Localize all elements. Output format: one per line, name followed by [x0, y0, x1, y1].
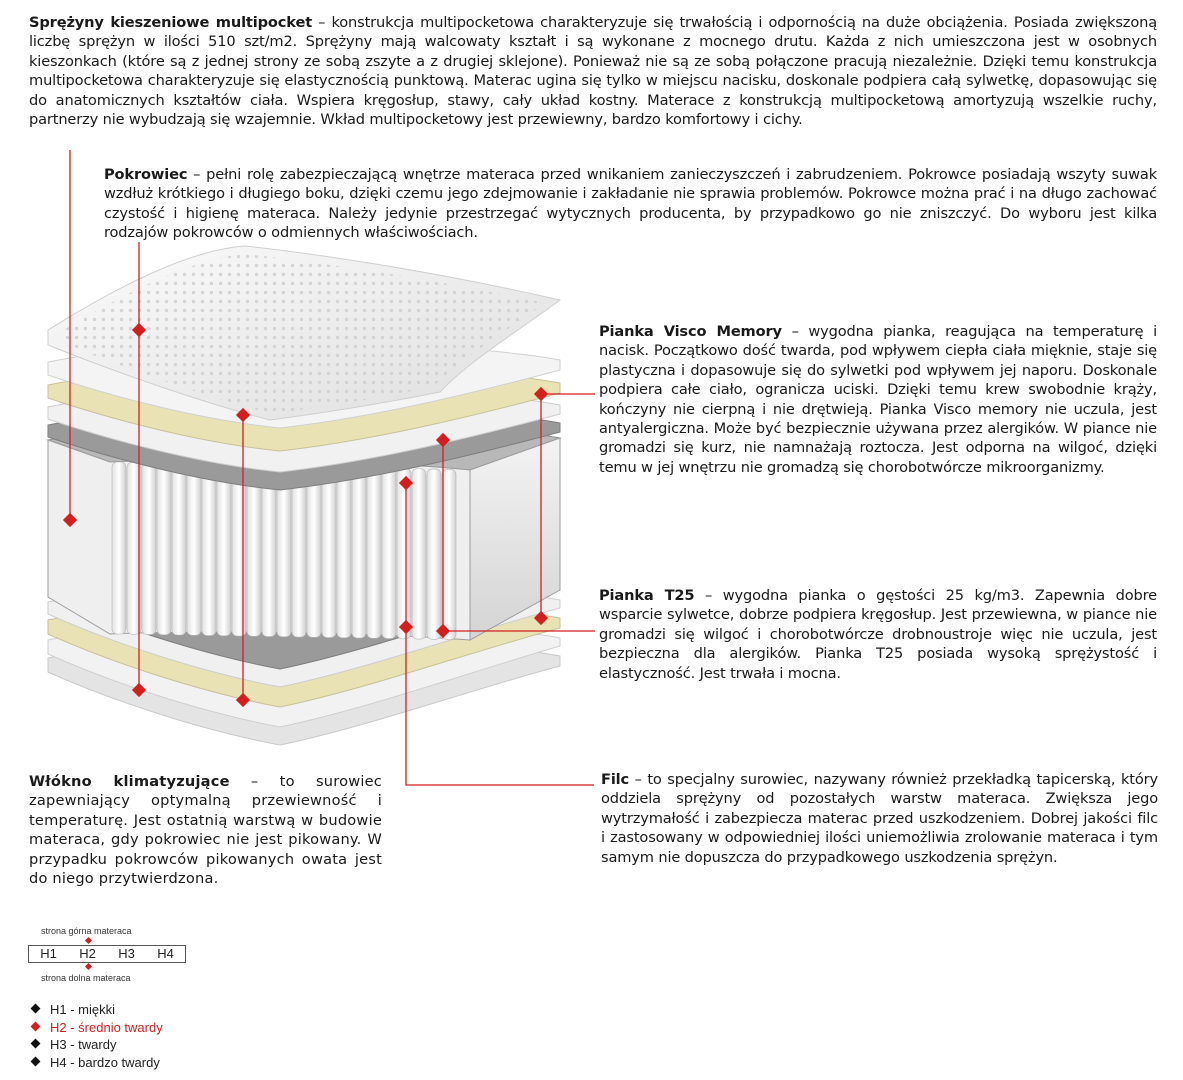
- legend-label: H2 - średnio twardy: [50, 1019, 163, 1035]
- pocket-spring: [442, 469, 456, 639]
- pocket-spring: [307, 466, 321, 637]
- fibre-text: – to surowiec zapewniający optymalną przewiewność i temperaturę. Jest ostatnią warstwą w budowie materaca, gdy pokrowiec nie jest pikowany. W przypadku pokrowców pikowanych owata jest do niego przytwierdzona.: [29, 773, 383, 888]
- pocket-spring: [382, 468, 396, 638]
- t25-title: Pianka T25: [599, 587, 695, 604]
- hardness-bottom-marker: [85, 963, 92, 970]
- hardness-cell-h3: H3: [118, 946, 135, 961]
- pocket-spring: [217, 464, 231, 635]
- hardness-bottom-caption: strona dolna materaca: [41, 973, 131, 983]
- pocket-spring: [202, 464, 216, 635]
- diamond-bullet-icon: [31, 1056, 41, 1066]
- felt-description: [601, 770, 1158, 867]
- springs-text: – konstrukcja multipocketowa charakteryzuje się trwałością i odpornością na duże obciążenia. Posiada zwiększoną liczbę sprężyn w ilości 510 szt/m2. Sprężyny mają walcowaty kształt i są wykonane z mocnego drutu. Każda z nich umieszczona jest w osobnych kieszonkach (które są z jednej strony ze sobą zszyte a z drugiej sklejone). Ponieważ nie są ze sobą połączone pracują niezależnie. Dzięki temu konstrukcja multipocketowa charakteryzuje się elastycznością punktową. Materac ugina się tylko w miejscu nacisku, doskonale podpiera całą sylwetkę, dopasowując się do anatomicznych kształtów ciała. Wspiera kręgosłup, stawy, cały układ kostny. Materace z konstrukcją multipocketową amortyzują wszelkie ruchy, partnerzy nie wybudzają się wzajemnie. Wkład multipocketowy jest przewiewny, bardzo komfortowy i cichy.: [29, 14, 1157, 129]
- pocket-spring: [427, 469, 441, 639]
- diamond-bullet-icon: [31, 1039, 41, 1049]
- pocket-spring: [157, 463, 171, 635]
- t25-description: [599, 586, 1157, 683]
- hardness-top-marker: [85, 937, 92, 944]
- pocket-spring: [337, 467, 351, 638]
- cover-description: [104, 165, 1157, 243]
- legend-item-h4: [31, 1054, 163, 1072]
- pocket-spring: [277, 466, 291, 637]
- hardness-row: [28, 945, 186, 963]
- visco-description: [599, 322, 1157, 477]
- t25-text: – wygodna pianka o gęstości 25 kg/m3. Zapewnia dobre wsparcie sylwetce, dobrze podpiera kręgosłup. Jest przewiewna, w piance nie gromadzi się wilgoć i chorobotwórcze drobnoustroje więc nie uczula, jest bezpieczna dla alergików. Pianka T25 posiada wysoką sprężystość i elastyczność. Jest trwała i mocna.: [599, 587, 1157, 682]
- pocket-spring: [322, 467, 336, 638]
- pocket-spring: [292, 466, 306, 637]
- felt-text: – to specjalny surowiec, nazywany również przekładką tapicerską, który oddziela sprężyny od pozostałych warstw materaca. Zwiększa jego wytrzymałość i zabezpiecza materac przed uszkodzeniem. Dobrej jakości filc i zastosowany w odpowiedniej ilości uniemożliwia zrolowanie materaca i tym samym nie dopuszcza do przypadkowego uszkodzenia sprężyn.: [601, 771, 1158, 866]
- pocket-spring: [367, 468, 381, 639]
- hardness-legend: [31, 1001, 163, 1071]
- cover-title: Pokrowiec: [104, 166, 188, 183]
- diamond-bullet-icon: [31, 1021, 41, 1031]
- pocket-spring: [397, 468, 411, 638]
- pocket-spring: [247, 465, 261, 636]
- legend-label: H3 - twardy: [50, 1037, 117, 1052]
- diamond-bullet-icon: [31, 1004, 41, 1014]
- springs-description: [29, 13, 1157, 129]
- springs-title: Sprężyny kieszeniowe multipocket: [29, 14, 313, 31]
- hardness-cell-h4: H4: [157, 946, 174, 961]
- fibre-description: [29, 772, 382, 888]
- legend-item-h3: [31, 1036, 163, 1054]
- hardness-scale: [28, 926, 188, 984]
- legend-label: H1 - miękki: [50, 1002, 116, 1017]
- legend-label: H4 - bardzo twardy: [50, 1054, 160, 1070]
- cover-text: – pełni rolę zabezpieczającą wnętrze materaca przed wnikaniem zanieczyszczeń i zabrudzeniem. Pokrowce posiadają wszyty suwak wzdłuż krótkiego i długiego boku, dzięki czemu jego zdejmowanie i zakładanie nie sprawia problemów. Pokrowce można prać i na długo zachować czystość i higienę materaca. Należy jedynie przestrzegać wytycznych producenta, by przypadkowo go nie zniszczyć. Do wyboru jest kilka rodzajów pokrowców o odmiennych właściwościach.: [104, 166, 1157, 242]
- pocket-spring: [172, 463, 186, 635]
- legend-item-h2: [31, 1019, 163, 1037]
- felt-title: Filc: [601, 771, 630, 788]
- hardness-cell-h2: H2: [79, 946, 96, 961]
- pocket-spring: [232, 465, 246, 636]
- pocket-spring: [187, 464, 201, 636]
- hardness-top-caption: strona górna materaca: [41, 926, 132, 936]
- legend-item-h1: [31, 1001, 163, 1019]
- visco-title: Pianka Visco Memory: [599, 323, 782, 340]
- pocket-spring: [262, 465, 276, 636]
- hardness-cell-h1: H1: [40, 946, 57, 961]
- pocket-spring: [352, 467, 366, 638]
- pocket-spring: [412, 469, 426, 639]
- pocket-spring: [112, 462, 126, 634]
- fibre-title: Włókno klimatyzujące: [29, 773, 230, 790]
- visco-text: – wygodna pianka, reagująca na temperaturę i nacisk. Początkowo dość twarda, pod wpływem ciepła ciała mięknie, staje się plastyczna i dopasowuje się do sylwetki pod wpływem jej naporu. Doskonale podpiera całe ciało, ogranicza uciski. Dzięki temu krew swobodnie krąży, kończyny nie cierpną i nie drętwieją. Pianka Visco memory nie uczula, jest antyalergiczna. Może być bezpiecznie używana przez alergików. W piance nie gromadzi się kurz, nie namnażają roztocza. Jest odporna na wilgoć, dzięki temu w jej wnętrzu nie gromadzą się chorobotwórcze mikroorganizmy.: [599, 323, 1157, 476]
- pocket-spring: [142, 463, 156, 635]
